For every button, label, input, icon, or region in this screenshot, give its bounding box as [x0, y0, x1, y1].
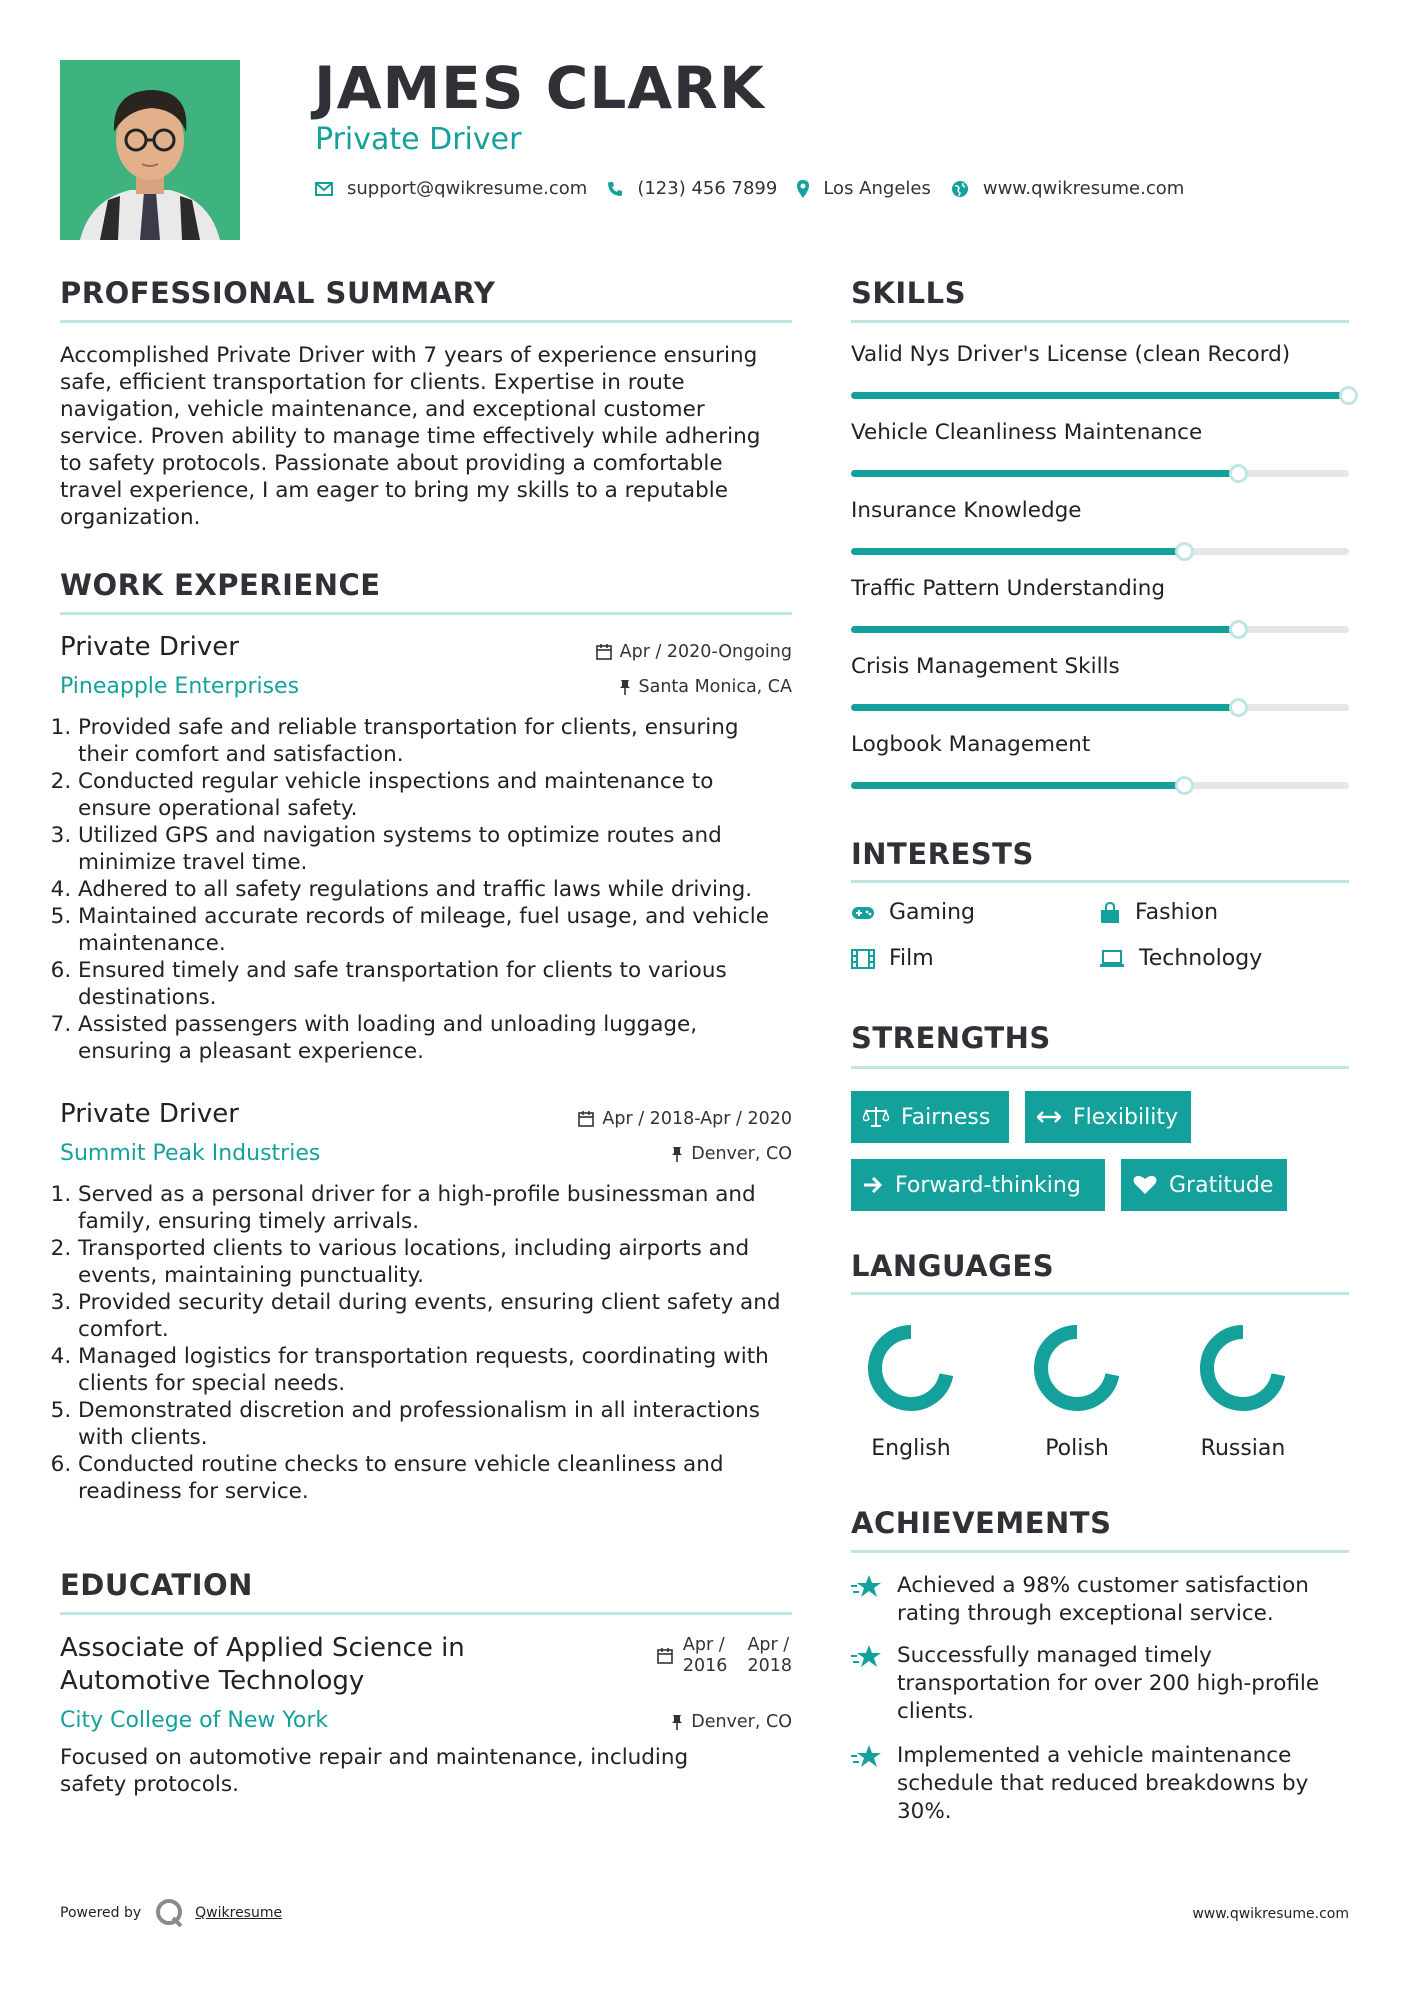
- job-dates-text: Apr / 2018-Apr / 2020: [602, 1109, 792, 1129]
- interest-item: [1099, 946, 1262, 971]
- job-title: Private Driver: [60, 632, 239, 662]
- skill-bar-fill: [851, 392, 1349, 399]
- gamepad-icon: [851, 905, 875, 921]
- profile-photo: [60, 60, 240, 240]
- interest-item: [1099, 900, 1218, 925]
- achievement-item: [851, 1642, 1349, 1726]
- powered-by-text: Powered by: [60, 1905, 142, 1921]
- skills-list: [851, 340, 1349, 800]
- globe-icon: [951, 180, 969, 198]
- degree-title: [60, 1632, 465, 1698]
- duty-item: 1. Served as a personal driver for a high-profile businessman and family, ensuring timely arrivals.: [78, 1181, 792, 1235]
- duty-item: 3. Utilized GPS and navigation systems to optimize routes and minimize travel time.: [78, 822, 792, 876]
- skill-label: Crisis Management Skills: [851, 654, 1120, 679]
- achievement-item: [851, 1742, 1349, 1826]
- duty-item: 5. Maintained accurate records of mileage, fuel usage, and vehicle maintenance.: [78, 903, 792, 957]
- skill-label: Traffic Pattern Understanding: [851, 576, 1166, 601]
- duty-item: 5. Demonstrated discretion and professionalism in all interactions with clients.: [78, 1397, 792, 1451]
- skill-bar-knob: [1175, 542, 1194, 561]
- skill-bar-knob: [1229, 464, 1248, 483]
- summary-line: navigation, vehicle maintenance, and exceptional customer: [60, 397, 705, 422]
- achievement-line: rating through exceptional service.: [897, 1601, 1274, 1626]
- language-label: Russian: [1200, 1436, 1286, 1461]
- duty-item: 2. Conducted regular vehicle inspections and maintenance to ensure operational safety.: [78, 768, 792, 822]
- skill-bar-fill: [851, 470, 1239, 477]
- email-text: support@qwikresume.com: [347, 178, 588, 199]
- summary-line: organization.: [60, 505, 201, 530]
- duty-item: 2. Transported clients to various locations, including airports and events, maintaining punctuality.: [78, 1235, 792, 1289]
- strength-badge: [851, 1091, 1009, 1143]
- skill-bar-fill: [851, 704, 1239, 711]
- job-dates-text: Apr / 2020-Ongoing: [619, 642, 792, 662]
- skill-bar-fill: [851, 782, 1185, 789]
- skill-bar: [851, 626, 1349, 633]
- language-ring-arc: [1207, 1332, 1278, 1404]
- interest-label: Technology: [1139, 946, 1263, 971]
- strength-badge: [1121, 1159, 1287, 1211]
- interests-divider: [851, 880, 1349, 883]
- website-text: www.qwikresume.com: [982, 178, 1185, 199]
- calendar-icon: [578, 1111, 594, 1127]
- achievements-divider: [851, 1550, 1349, 1553]
- contact-email[interactable]: [315, 178, 587, 199]
- strength-label: Forward-thinking: [895, 1172, 1081, 1198]
- duty-item: 6. Ensured timely and safe transportation for clients to various destinations.: [78, 957, 792, 1011]
- experience-heading: WORK EXPERIENCE: [60, 568, 381, 602]
- interests-heading: INTERESTS: [851, 837, 1034, 871]
- degree-line: Automotive Technology: [60, 1666, 365, 1696]
- skill-bar-knob: [1339, 386, 1358, 405]
- edu-start: [683, 1635, 728, 1677]
- interest-label: Gaming: [889, 900, 975, 925]
- film-icon: [851, 949, 875, 969]
- phone-icon: [607, 181, 623, 197]
- envelope-icon: [315, 182, 333, 196]
- calendar-icon: [596, 644, 612, 660]
- strength-label: Flexibility: [1073, 1104, 1178, 1130]
- job-location: [619, 677, 793, 697]
- duty-item: 7. Assisted passengers with loading and unloading luggage, ensuring a pleasant experience.: [78, 1011, 792, 1065]
- skill-bar-fill: [851, 626, 1239, 633]
- job-duties: [60, 1181, 792, 1505]
- map-pin-icon: [797, 180, 809, 198]
- interest-label: Fashion: [1135, 900, 1219, 925]
- edu-end-year: 2018: [747, 1656, 792, 1676]
- skill-bar-knob: [1175, 776, 1194, 795]
- language-item: [851, 1318, 971, 1461]
- edu-end: [747, 1635, 792, 1677]
- pushpin-icon: [619, 679, 631, 695]
- arrow-right-icon: [863, 1176, 883, 1194]
- skill-bar: [851, 704, 1349, 711]
- achievement-text: [897, 1572, 1309, 1628]
- star-icon: [851, 1572, 897, 1628]
- skill-bar-fill: [851, 548, 1185, 555]
- job-entry: [60, 1099, 792, 1505]
- experience-divider: [60, 612, 792, 615]
- job-dates: [596, 642, 792, 662]
- job-company: Summit Peak Industries: [60, 1141, 321, 1166]
- scale-icon: [863, 1106, 889, 1128]
- skill-label: Insurance Knowledge: [851, 498, 1082, 523]
- achievement-item: [851, 1572, 1349, 1628]
- location-text: Los Angeles: [823, 178, 931, 199]
- duty-item: 4. Managed logistics for transportation requests, coordinating with clients for special needs.: [78, 1343, 792, 1397]
- interest-item: [851, 900, 975, 925]
- summary-line: travel experience, I am eager to bring my skills to a reputable: [60, 478, 728, 503]
- education-heading: EDUCATION: [60, 1568, 253, 1602]
- contact-website[interactable]: [951, 178, 1184, 199]
- skill-bar: [851, 470, 1349, 477]
- achievement-line: clients.: [897, 1699, 975, 1724]
- skill-bar: [851, 782, 1349, 789]
- interest-label: Film: [889, 946, 934, 971]
- education-entry: [60, 1632, 792, 1802]
- languages-heading: LANGUAGES: [851, 1249, 1055, 1283]
- shopping-bag-icon: [1099, 902, 1121, 924]
- interest-item: [851, 946, 934, 971]
- achievement-line: schedule that reduced breakdowns by: [897, 1771, 1309, 1796]
- skill-bar: [851, 392, 1349, 399]
- edu-end-month: Apr /: [747, 1635, 790, 1655]
- school-name: City College of New York: [60, 1708, 329, 1733]
- heart-icon: [1133, 1175, 1157, 1195]
- language-ring: [1183, 1318, 1303, 1418]
- job-location-text: Denver, CO: [691, 1144, 792, 1164]
- degree-line: Associate of Applied Science in: [60, 1633, 465, 1663]
- star-icon: [851, 1742, 897, 1826]
- edu-start-year: 2016: [682, 1656, 728, 1676]
- achievement-text: [897, 1742, 1308, 1826]
- language-ring-arc: [1041, 1332, 1112, 1404]
- skill-bar: [851, 548, 1349, 555]
- candidate-title: Private Driver: [315, 122, 522, 157]
- summary-line: safe, efficient transportation for clients. Expertise in route: [60, 370, 685, 395]
- job-dates: [578, 1109, 792, 1129]
- footer-brand-link[interactable]: Qwikresume: [195, 1905, 283, 1921]
- edu-start-month: Apr /: [682, 1635, 725, 1655]
- duty-item: 1. Provided safe and reliable transportation for clients, ensuring their comfort and satisfaction.: [78, 714, 792, 768]
- summary-heading: PROFESSIONAL SUMMARY: [60, 276, 496, 310]
- education-description: [60, 1744, 688, 1798]
- language-item: [1183, 1318, 1303, 1461]
- footer-url[interactable]: www.qwikresume.com: [1192, 1906, 1349, 1922]
- job-duties: [60, 714, 792, 1065]
- laptop-icon: [1099, 950, 1125, 968]
- education-divider: [60, 1612, 792, 1615]
- job-company: Pineapple Enterprises: [60, 674, 300, 699]
- languages-divider: [851, 1292, 1349, 1295]
- job-location-text: Santa Monica, CA: [638, 677, 792, 697]
- language-ring-arc: [875, 1332, 946, 1404]
- duty-item: 3. Provided security detail during events, ensuring client safety and comfort.: [78, 1289, 792, 1343]
- strengths-divider: [851, 1066, 1349, 1069]
- strength-badge: [851, 1159, 1105, 1211]
- achievement-line: 30%.: [897, 1799, 952, 1824]
- summary-line: service. Proven ability to manage time effectively while adhering: [60, 424, 761, 449]
- calendar-icon: [657, 1648, 673, 1664]
- phone-text: (123) 456 7899: [637, 178, 778, 199]
- strength-label: Gratitude: [1169, 1172, 1274, 1198]
- language-label: Polish: [1045, 1436, 1109, 1461]
- job-location: [671, 1144, 792, 1164]
- contact-bar: [315, 178, 1204, 199]
- qwikresume-logo-icon: [155, 1898, 185, 1928]
- achievement-line: Achieved a 98% customer satisfaction: [897, 1573, 1309, 1598]
- language-label: English: [871, 1436, 951, 1461]
- skill-label: Vehicle Cleanliness Maintenance: [851, 420, 1203, 445]
- language-ring: [1017, 1318, 1137, 1418]
- achievement-line: Successfully managed timely: [897, 1643, 1212, 1668]
- skill-label: Logbook Management: [851, 732, 1091, 757]
- skills-divider: [851, 320, 1349, 323]
- education-desc-line: safety protocols.: [60, 1772, 239, 1797]
- star-icon: [851, 1642, 897, 1726]
- contact-location: [797, 178, 931, 199]
- footer-powered-by: [60, 1898, 282, 1928]
- achievement-line: transportation for over 200 high-profile: [897, 1671, 1320, 1696]
- skill-bar-knob: [1229, 620, 1248, 639]
- pushpin-icon: [671, 1714, 683, 1730]
- achievement-line: Implemented a vehicle maintenance: [897, 1743, 1292, 1768]
- job-title: Private Driver: [60, 1099, 239, 1129]
- duty-item: 4. Adhered to all safety regulations and traffic laws while driving.: [78, 876, 792, 903]
- education-location: [671, 1712, 792, 1732]
- duty-item: 6. Conducted routine checks to ensure vehicle cleanliness and readiness for service.: [78, 1451, 792, 1505]
- language-ring: [851, 1318, 971, 1418]
- achievements-heading: ACHIEVEMENTS: [851, 1506, 1112, 1540]
- strength-label: Fairness: [901, 1104, 991, 1130]
- education-desc-line: Focused on automotive repair and maintenance, including: [60, 1745, 689, 1770]
- summary-text: [60, 342, 792, 531]
- language-item: [1017, 1318, 1137, 1461]
- strength-badge: [1025, 1091, 1191, 1143]
- skill-label: Valid Nys Driver's License (clean Record): [851, 342, 1291, 367]
- education-location-text: Denver, CO: [691, 1712, 792, 1732]
- summary-line: to safety protocols. Passionate about providing a comfortable: [60, 451, 723, 476]
- job-entry: [60, 632, 792, 1065]
- skill-bar-knob: [1229, 698, 1248, 717]
- contact-phone[interactable]: [607, 178, 777, 199]
- arrows-horizontal-icon: [1037, 1110, 1061, 1124]
- strengths-heading: STRENGTHS: [851, 1021, 1051, 1055]
- achievement-text: [897, 1642, 1319, 1726]
- summary-line: Accomplished Private Driver with 7 years of experience ensuring: [60, 343, 758, 368]
- candidate-name: JAMES CLARK: [314, 54, 765, 122]
- education-dates: [657, 1635, 792, 1677]
- summary-divider: [60, 320, 792, 323]
- skills-heading: SKILLS: [851, 276, 966, 310]
- pushpin-icon: [671, 1146, 683, 1162]
